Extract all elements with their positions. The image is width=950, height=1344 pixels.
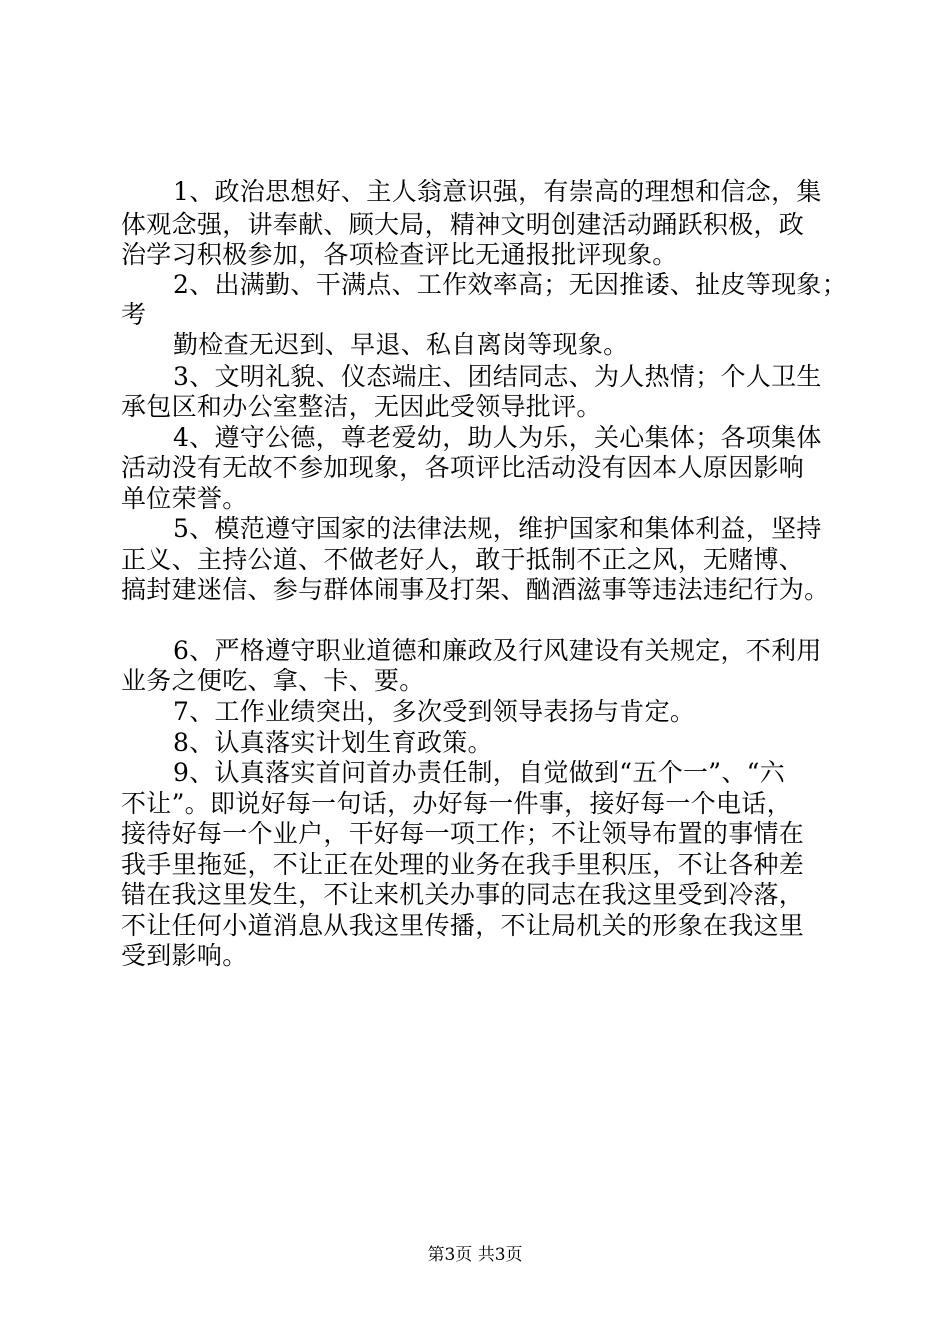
text-line: 体观念强，讲奉献、顾大局，精神文明创建活动踊跃积极，政	[121, 210, 805, 239]
text-line: 搞封建迷信、参与群体闹事及打架、酗酒滋事等违法违纪行为。	[121, 575, 830, 604]
text-line: 7、工作业绩突出，多次受到领导表扬与肯定。	[173, 697, 696, 726]
text-line: 考	[121, 300, 147, 329]
text-line: 承包区和办公室整洁，无因此受领导批评。	[121, 392, 602, 421]
text-line: 4、遵守公德，尊老爱幼，助人为乐，关心集体；各项集体	[173, 423, 822, 452]
text-line: 5、模范遵守国家的法律法规，维护国家和集体利益，坚持	[173, 514, 822, 543]
text-line: 受到影响。	[121, 941, 248, 970]
text-line: 9、认真落实首问首办责任制，自觉做到“五个一”、“六	[173, 758, 786, 787]
text-line: 我手里拖延，不让正在处理的业务在我手里积压，不让各种差	[121, 850, 805, 879]
text-line: 不让任何小道消息从我这里传播，不让局机关的形象在我这里	[121, 911, 805, 940]
text-line: 6、严格遵守职业道德和廉政及行风建设有关规定，不利用	[173, 636, 822, 665]
text-line: 活动没有无故不参加现象，各项评比活动没有因本人原因影响	[121, 453, 805, 482]
text-line: 接待好每一个业户，干好每一项工作；不让领导布置的事情在	[121, 819, 805, 848]
text-line: 业务之便吃、拿、卡、要。	[121, 666, 425, 695]
text-line: 1、政治思想好、主人翁意识强，有崇高的理想和信念，集	[173, 177, 822, 206]
text-line: 正义、主持公道、不做老好人，敢于抵制不正之风，无赌博、	[121, 545, 805, 574]
text-line: 治学习积极参加，各项检查评比无通报批评现象。	[121, 240, 678, 269]
text-line: 单位荣誉。	[121, 484, 248, 513]
text-line: 3、文明礼貌、仪态端庄、团结同志、为人热情；个人卫生	[173, 362, 822, 391]
page-footer: 第3页 共3页	[427, 1245, 523, 1265]
text-line: 8、认真落实计划生育政策。	[173, 728, 493, 757]
text-line: 错在我这里发生，不让来机关办事的同志在我这里受到冷落，	[121, 880, 805, 909]
text-line: 不让”。即说好每一句话，办好每一件事，接好每一个电话，	[121, 789, 792, 818]
text-line: 2、出满勤、干满点、工作效率高；无因推诿、扯皮等现象；	[173, 270, 848, 299]
text-line: 勤检查无迟到、早退、私自离岗等现象。	[173, 330, 629, 359]
